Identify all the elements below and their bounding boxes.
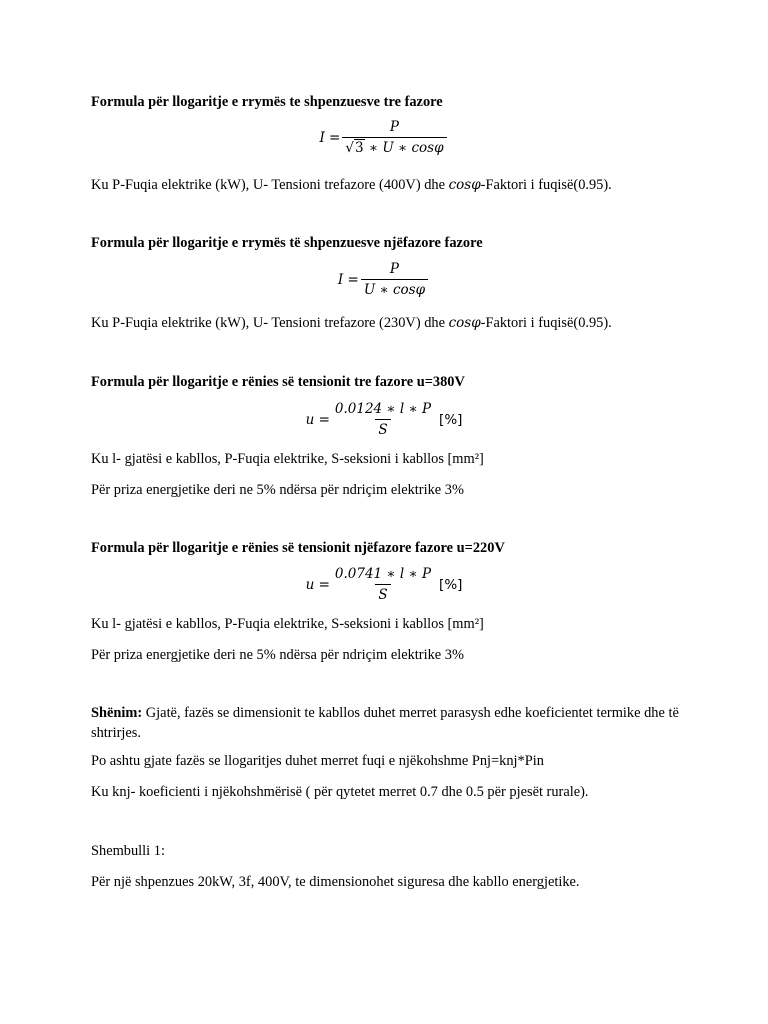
formula-numerator: P [389, 261, 400, 277]
example-title: Shembulli 1: [91, 843, 165, 859]
section4-note: Për priza energjetike deri ne 5% ndërsa për ndriçim elektrike 3% [91, 647, 464, 663]
formula-lhs: u = [305, 411, 330, 428]
formula-numerator: P [389, 119, 399, 135]
section1-heading: Formula për llogaritje e rrymës te shpenzuesve tre fazore [91, 94, 443, 110]
section4-heading: Formula për llogaritje e rënies së tensionit njëfazore fazore u=220V [91, 540, 505, 556]
remark-text: Gjatë, fazës se dimensionit te kabllos duhet merret parasysh edhe koeficientet termike dhe të shtrirjes. [91, 705, 679, 741]
formula-lhs: u = [305, 576, 330, 593]
remark-paragraph [91, 703, 681, 743]
formula-denominator: U ∗ cosφ [361, 279, 428, 298]
section4-where: Ku l- gjatësi e kabllos, P-Fuqia elektrike, S-seksioni i kabllos [mm²] [91, 616, 484, 632]
formula-lhs: I = [337, 271, 359, 288]
formula-lhs: I = [319, 129, 341, 146]
section2-heading: Formula për llogaritje e rrymës të shpenzuesve njëfazore fazore [91, 235, 483, 251]
sqrt-symbol: √3 [345, 140, 364, 156]
formula-numerator: 0.0741 ∗ l ∗ P [334, 566, 432, 582]
formula-denominator: S [375, 419, 390, 438]
section2-where: Ku P-Fuqia elektrike (kW), U- Tensioni trefazore (230V) dhe cosφ-Faktori i fuqisë(0.95). [91, 315, 612, 331]
example-text: Për një shpenzues 20kW, 3f, 400V, te dimensionohet siguresa dhe kabllo energjetike. [91, 874, 580, 890]
formula-unit: [%] [439, 411, 463, 428]
section2-formula [0, 261, 768, 298]
formula-unit: [%] [439, 576, 463, 593]
remark-label: Shënim: [91, 705, 143, 721]
remark-line2: Po ashtu gjate fazës se llogaritjes duhet merret fuqi e njëkohshme Pnj=knj*Pin [91, 753, 544, 769]
section3-heading: Formula për llogaritje e rënies së tensionit tre fazore u=380V [91, 374, 465, 390]
formula-numerator: 0.0124 ∗ l ∗ P [334, 401, 432, 417]
formula-denominator: √3 ∗ U ∗ cosφ [342, 137, 446, 156]
section4-formula [0, 566, 768, 603]
section1-where: Ku P-Fuqia elektrike (kW), U- Tensioni trefazore (400V) dhe cosφ-Faktori i fuqisë(0.95). [91, 177, 612, 193]
formula-denominator: S [375, 584, 390, 603]
remark-line3: Ku knj- koeficienti i njëkohshmërisë ( për qytetet merret 0.7 dhe 0.5 për pjesët rurale). [91, 784, 589, 800]
section3-note: Për priza energjetike deri ne 5% ndërsa për ndriçim elektrike 3% [91, 482, 464, 498]
section1-formula [0, 119, 768, 156]
section3-formula [0, 401, 768, 438]
section3-where: Ku l- gjatësi e kabllos, P-Fuqia elektrike, S-seksioni i kabllos [mm²] [91, 451, 484, 467]
